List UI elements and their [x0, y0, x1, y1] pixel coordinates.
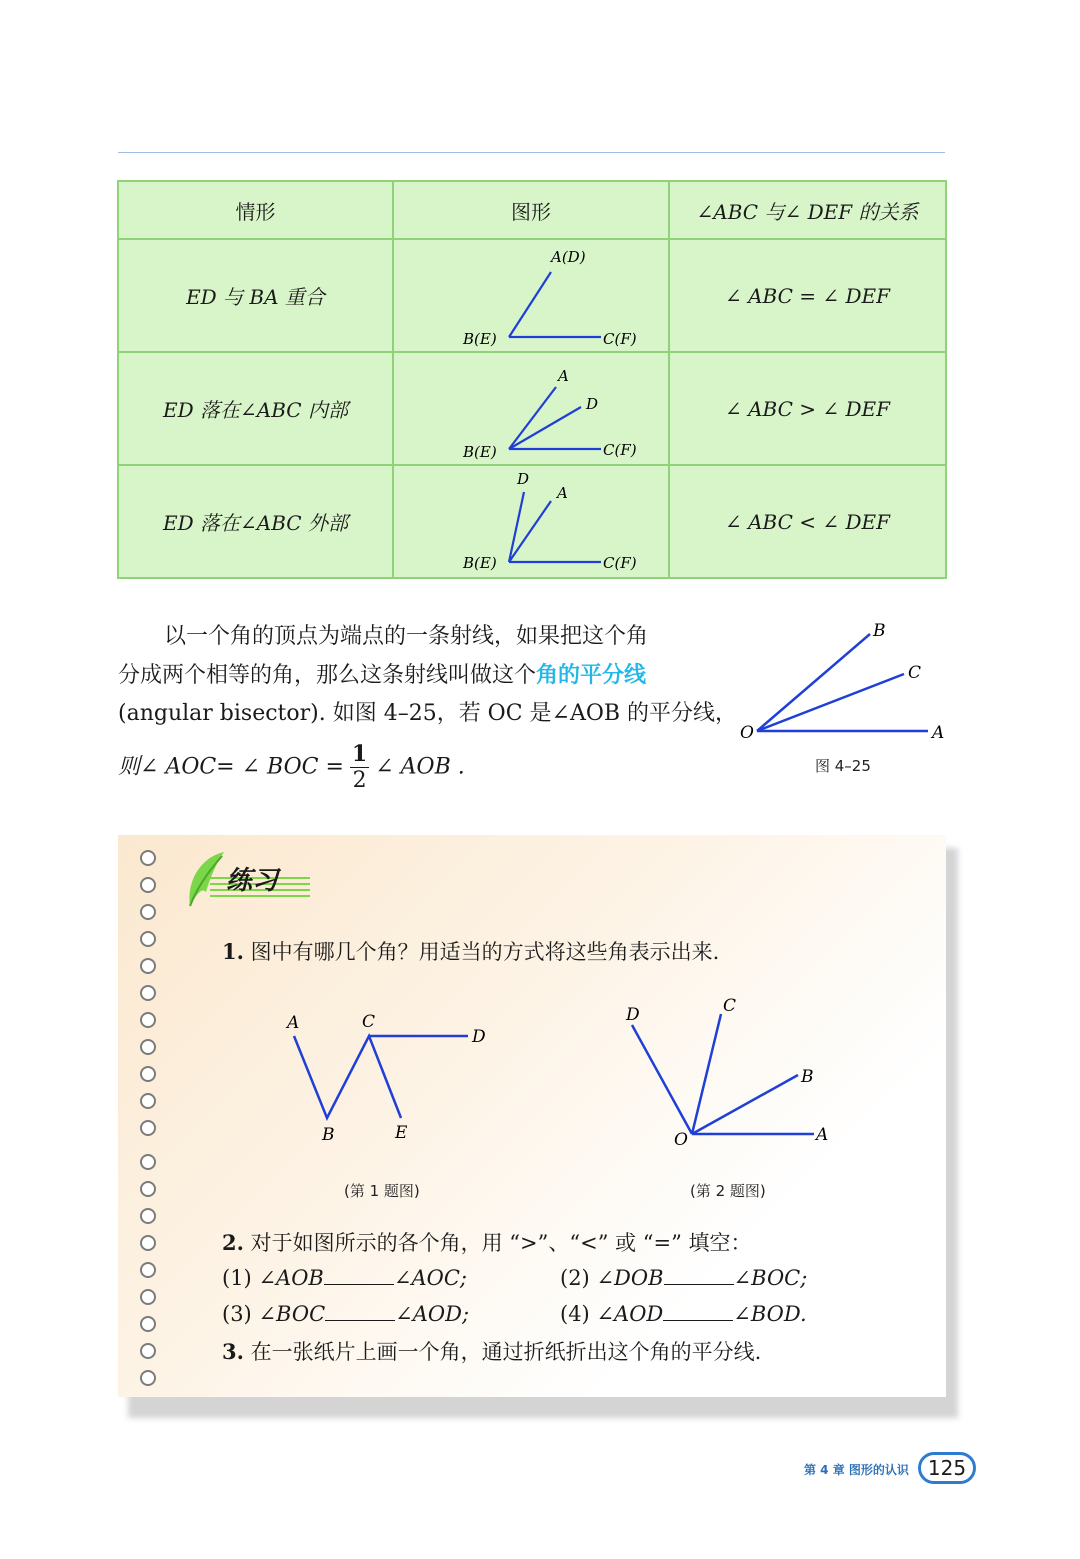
svg-text:C(F): C(F) — [603, 440, 637, 459]
item-left-angle: ∠BOC — [258, 1302, 326, 1326]
question-1-figure-caption: (第 1 题图) — [344, 1182, 420, 1200]
item-right-angle: ∠AOC; — [393, 1266, 467, 1290]
header-relation: ∠ABC 与∠ DEF 的关系 — [669, 181, 946, 239]
question-2-figure — [610, 990, 850, 1150]
svg-text:C(F): C(F) — [603, 553, 637, 572]
question-1-figure — [270, 1000, 510, 1150]
svg-text:D: D — [626, 1005, 640, 1025]
svg-text:B: B — [873, 621, 886, 641]
keyword-angle-bisector: 角的平分线 — [536, 662, 647, 688]
table-row — [118, 352, 946, 465]
item-left-angle: ∠AOB — [258, 1266, 324, 1290]
item-index: (4) — [560, 1302, 590, 1326]
header-figure: 图形 — [393, 181, 669, 239]
svg-text:C: C — [908, 663, 922, 683]
relation-cell: ∠ ABC < ∠ DEF — [669, 465, 946, 578]
question-2 — [222, 1227, 752, 1257]
fraction-denominator: 2 — [352, 768, 367, 793]
svg-text:C: C — [723, 996, 737, 1016]
relation-cell: ∠ ABC > ∠ DEF — [669, 352, 946, 465]
ring-icon — [140, 985, 156, 1001]
question-1-number: 1. — [222, 939, 244, 964]
svg-text:A(D): A(D) — [551, 247, 586, 266]
svg-text:D: D — [472, 1027, 486, 1047]
ring-icon — [140, 1262, 156, 1278]
question-3 — [222, 1336, 761, 1366]
para-line-3: (angular bisector). 如图 4–25，若 OC 是∠AOB 的平分线， — [118, 701, 738, 726]
fraction-one-half — [350, 741, 369, 794]
table-row — [118, 465, 946, 578]
svg-text:C: C — [362, 1012, 376, 1032]
question-1 — [222, 936, 719, 966]
svg-text:O: O — [740, 723, 754, 743]
comparison-table — [117, 180, 947, 579]
fraction-numerator: 1 — [351, 741, 368, 767]
equation-right: ∠ AOB . — [375, 754, 465, 780]
figure-cell — [393, 239, 669, 352]
svg-text:C(F): C(F) — [603, 329, 637, 348]
ring-icon — [140, 1120, 156, 1136]
item-left-angle: ∠AOD — [596, 1302, 664, 1326]
svg-text:B(E): B(E) — [463, 329, 497, 348]
svg-text:O: O — [674, 1130, 688, 1150]
question-1-text: 图中有哪几个角？用适当的方式将这些角表示出来. — [250, 940, 720, 964]
ring-icon — [140, 1066, 156, 1082]
ring-icon — [140, 850, 156, 866]
question-2-item-4 — [560, 1300, 807, 1326]
para-line-2 — [118, 656, 728, 695]
svg-text:A: A — [932, 723, 945, 743]
notebook-rings — [140, 846, 162, 1386]
svg-text:A: A — [557, 483, 568, 502]
ring-icon — [140, 958, 156, 974]
question-2-item-2 — [560, 1264, 807, 1290]
inside-angle-figure — [431, 355, 637, 463]
table-row — [118, 239, 946, 352]
question-3-text: 在一张纸片上画一个角，通过折纸折出这个角的平分线. — [250, 1340, 762, 1364]
definition-paragraph — [118, 618, 738, 794]
coincide-angle-figure — [431, 242, 637, 350]
ring-icon — [140, 931, 156, 947]
ring-icon — [140, 904, 156, 920]
top-rule — [118, 152, 945, 153]
answer-blank[interactable] — [324, 1264, 394, 1285]
question-3-number: 3. — [222, 1339, 244, 1364]
item-index: (1) — [222, 1266, 252, 1290]
question-2-text: 对于如图所示的各个角，用 “>”、“<” 或 “=” 填空： — [250, 1231, 752, 1255]
ring-icon — [140, 1289, 156, 1305]
question-2-item-3 — [222, 1300, 469, 1326]
para-line-1: 以一个角的顶点为端点的一条射线，如果把这个角 — [164, 624, 649, 649]
exercise-title: 练习 — [226, 866, 279, 896]
svg-text:B: B — [801, 1067, 814, 1087]
figure-4-25-caption: 图 4–25 — [815, 757, 871, 775]
question-2-number: 2. — [222, 1230, 244, 1255]
ring-icon — [140, 1093, 156, 1109]
chapter-footer: 第 4 章 图形的认识 — [804, 1463, 909, 1477]
svg-text:E: E — [395, 1123, 408, 1143]
ring-icon — [140, 1343, 156, 1359]
situation-cell: ED 落在∠ABC 内部 — [118, 352, 393, 465]
item-right-angle: ∠BOC; — [733, 1266, 808, 1290]
ring-icon — [140, 1154, 156, 1170]
svg-text:B(E): B(E) — [463, 442, 497, 461]
equation-left: 则∠ AOC= ∠ BOC = — [118, 754, 344, 780]
item-index: (2) — [560, 1266, 590, 1290]
ring-icon — [140, 1208, 156, 1224]
question-2-item-1 — [222, 1264, 467, 1290]
answer-blank[interactable] — [325, 1300, 395, 1321]
ring-icon — [140, 1316, 156, 1332]
outside-angle-figure — [431, 468, 637, 576]
figure-cell — [393, 352, 669, 465]
answer-blank[interactable] — [663, 1300, 733, 1321]
ring-icon — [140, 1181, 156, 1197]
svg-text:A: A — [287, 1013, 300, 1033]
para-line-4 — [118, 741, 728, 794]
situation-cell: ED 与 BA 重合 — [118, 239, 393, 352]
figure-cell — [393, 465, 669, 578]
figure-4-25 — [730, 612, 960, 752]
item-left-angle: ∠DOB — [596, 1266, 664, 1290]
question-2-figure-caption: (第 2 题图) — [690, 1182, 766, 1200]
svg-text:D: D — [517, 469, 530, 488]
ring-icon — [140, 1039, 156, 1055]
item-right-angle: ∠AOD; — [395, 1302, 470, 1326]
item-index: (3) — [222, 1302, 252, 1326]
header-situation: 情形 — [118, 181, 393, 239]
relation-cell: ∠ ABC = ∠ DEF — [669, 239, 946, 352]
svg-text:D: D — [586, 394, 599, 413]
svg-text:A: A — [558, 366, 569, 385]
svg-text:A: A — [816, 1125, 829, 1145]
svg-text:B: B — [322, 1125, 335, 1145]
situation-cell: ED 落在∠ABC 外部 — [118, 465, 393, 578]
ring-icon — [140, 1235, 156, 1251]
item-right-angle: ∠BOD. — [733, 1302, 807, 1326]
ring-icon — [140, 1012, 156, 1028]
ring-icon — [140, 877, 156, 893]
svg-text:B(E): B(E) — [463, 553, 497, 572]
table-header-row — [118, 181, 946, 239]
ring-icon — [140, 1370, 156, 1386]
para-line-2-text: 分成两个相等的角，那么这条射线叫做这个 — [118, 663, 537, 688]
answer-blank[interactable] — [664, 1264, 734, 1285]
page-number: 125 — [918, 1452, 976, 1484]
